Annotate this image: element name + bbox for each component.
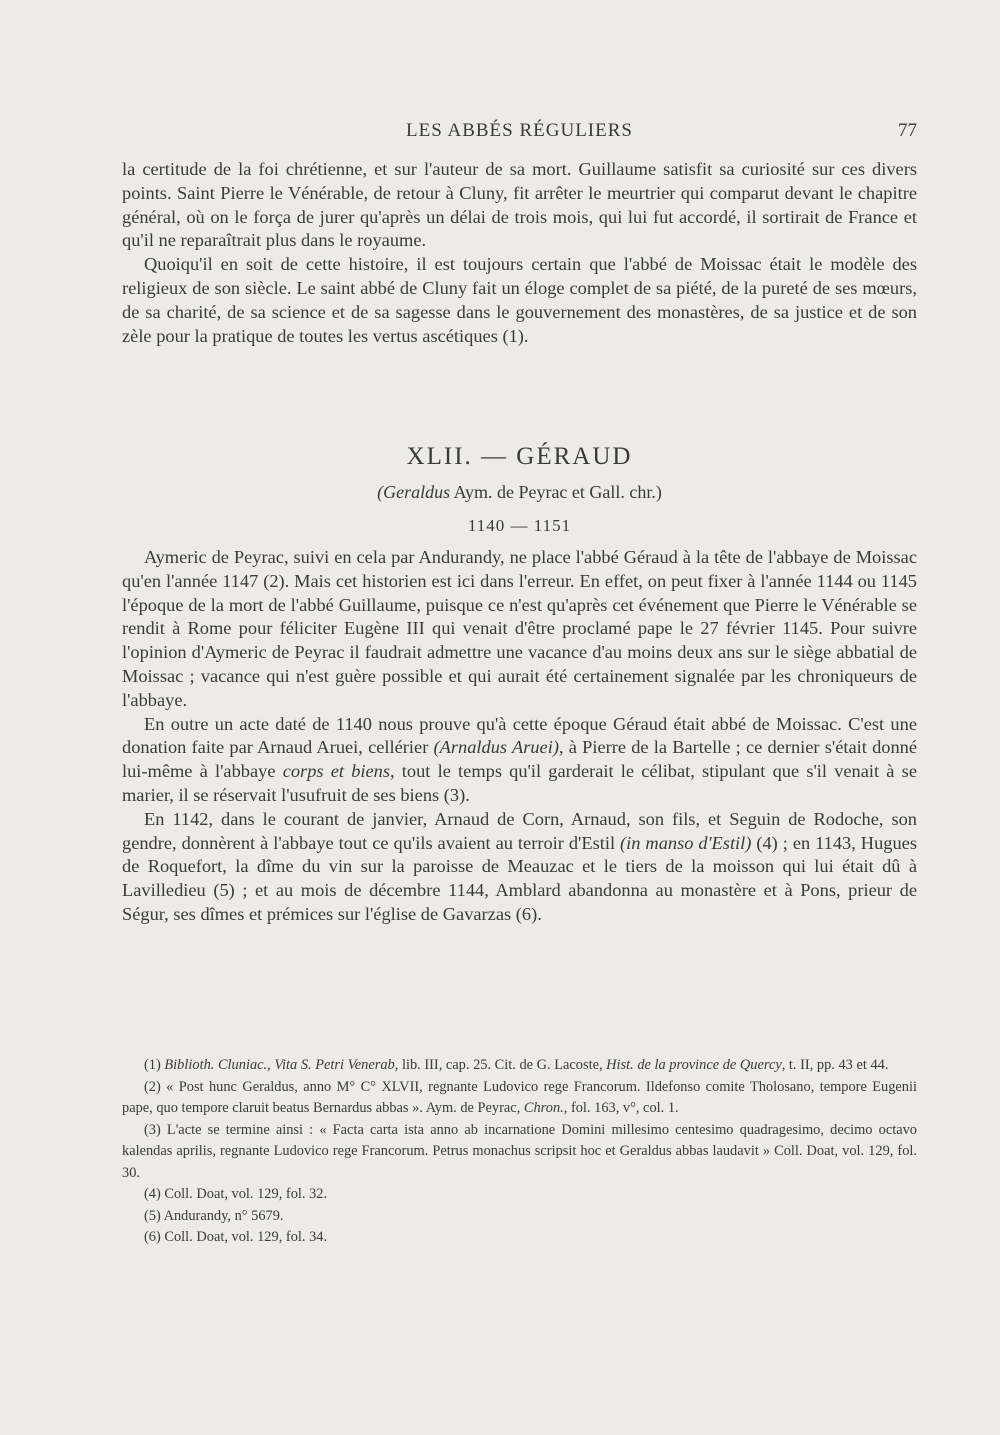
chapter-dates: 1140 — 1151 — [467, 516, 572, 535]
chapter-subtitle — [122, 482, 917, 504]
chapter-heading: XLII. — GÉRAUD — [406, 443, 633, 470]
italic-run: Hist. de la province de Quercy — [606, 1057, 782, 1073]
footnote-1 — [122, 1055, 917, 1077]
intro-paragraph-1: la certitude de la foi chrétienne, et sur l'auteur de sa mort. Guillaume satisfit sa curiosité sur ces divers points. Saint Pierre le Vénérable, de retour à Cluny, fit arrêter le meurtrier qui comparut devant le chapitre général, où on le força de jurer qu'après un délai de trois mois, qui lui fut accordé, il sortirait de France et qu'il ne reparaîtrait plus dans le royaume. — [122, 159, 917, 251]
body-paragraph-3 — [122, 808, 917, 927]
running-title: LES ABBÉS RÉGULIERS — [406, 120, 633, 141]
italic-run: (in manso d'Estil) — [620, 832, 752, 853]
footnote-5: (5) Andurandy, n° 5679. — [144, 1207, 284, 1224]
footnote-6: (6) Coll. Doat, vol. 129, fol. 34. — [144, 1229, 328, 1245]
intro-text — [122, 158, 917, 348]
italic-run: Biblioth. Cluniac., Vita S. Petri Venerab — [164, 1057, 395, 1073]
text-run: , t. II, pp. 43 et 44. — [781, 1057, 889, 1073]
footnote-3: (3) L'acte se termine ainsi : « Facta carta ista anno ab incarnatione Domini millesimo centesimo quadragesimo, decimo octavo kalendas aprilis, regnante Ludovico rege Francorum. Petrus monachus scripsit hoc et Geraldus abbas laudavit » Coll. Doat, vol. 129, fol. 30. — [122, 1121, 917, 1181]
running-header — [122, 120, 917, 148]
body-paragraph-1: Aymeric de Peyrac, suivi en cela par Andurandy, ne place l'abbé Géraud à la tête de l'abbaye de Moissac qu'en l'année 1147 (2). Mais cet historien est ici dans l'erreur. En effet, on peut fixer à l'année 1144 ou 1145 l'époque de la mort de l'abbé Guillaume, puisque ce n'est qu'après cet événement que Pierre le Vénérable se rendit à Rome pour féliciter Eugène III qui venait d'être proclamé pape le 27 février 1145. Pour suivre l'opinion d'Aymeric de Peyrac il faudrait admettre une vacance d'au moins deux ans sur le siège abbatial de Moissac ; vacance qui n'est guère possible et qui aurait été certainement signalée par les chroniqueurs de l'abbaye. — [122, 547, 917, 710]
text-run: , lib. III, cap. 25. Cit. de G. Lacoste, — [394, 1057, 607, 1073]
italic-run: Chron. — [523, 1100, 564, 1116]
text-run: , fol. 163, v°, col. 1. — [563, 1100, 679, 1116]
footnote-2 — [122, 1077, 917, 1120]
chapter-text — [122, 546, 917, 927]
body-paragraph-2 — [122, 713, 917, 808]
text-run: (1) — [144, 1057, 165, 1073]
italic-run: (Arnaldus Aruei) — [433, 737, 559, 758]
chapter-heading-block — [122, 440, 917, 538]
text-run: , à Pierre de la Bartelle ; ce dernier s'était donné lui-même à l'abbaye — [122, 737, 918, 782]
text-run: (2) « Post hunc Geraldus, anno M° C° XLVII, regnante Ludovico rege Francorum. Ildefonso comite Tholosano, tempore Eugenii pape, quo tempore claruit beatus Bernardus abbas ». Aym. de Peyrac, — [122, 1078, 917, 1116]
text-run: (4) ; en 1143, Hugues de Roquefort, la dîme du vin sur la paroisse de Meauzac et le tiers de la moisson qui lui était dû à Lavilledieu (5) ; et au mois de décembre 1144, Amblard abandonna au monastère et à Pons, prieur de Ségur, ses dîmes et prémices sur l'église de Gavarzas (6). — [122, 832, 917, 924]
text-run: , tout le temps qu'il garderait le célibat, stipulant que s'il venait à se marier, il se réservait l'usufruit de ses biens (3). — [122, 761, 917, 805]
chapter-subtitle-source: Aym. de Peyrac et Gall. chr.) — [450, 482, 662, 502]
footnote-4: (4) Coll. Doat, vol. 129, fol. 32. — [144, 1186, 328, 1202]
text-run: En 1142, dans le courant de janvier, Arnaud de Corn, Arnaud, son fils, et Seguin de Rodoche, son gendre, donnèrent à l'abbaye tout ce qu'ils avaient au terroir d'Estil — [122, 808, 917, 853]
chapter-subtitle-latin: (Geraldus — [377, 482, 451, 502]
text-run: En outre un acte daté de 1140 nous prouve qu'à cette époque Géraud était abbé de Moissac. C'est une donation faite par Arnaud Aruei, cellérier — [122, 713, 917, 758]
italic-run: corps et biens — [282, 761, 391, 782]
page-number: 77 — [898, 120, 917, 141]
intro-paragraph-2: Quoiqu'il en soit de cette histoire, il est toujours certain que l'abbé de Moissac était le modèle des religieux de son siècle. Le saint abbé de Cluny fait un éloge complet de sa piété, de la pureté de ses mœurs, de sa charité, de sa science et de sa sagesse dans le gouvernement des monastères, de sa justice et de son zèle pour la pratique de toutes les vertus ascétiques (1). — [122, 254, 917, 346]
footnotes — [122, 1055, 917, 1249]
